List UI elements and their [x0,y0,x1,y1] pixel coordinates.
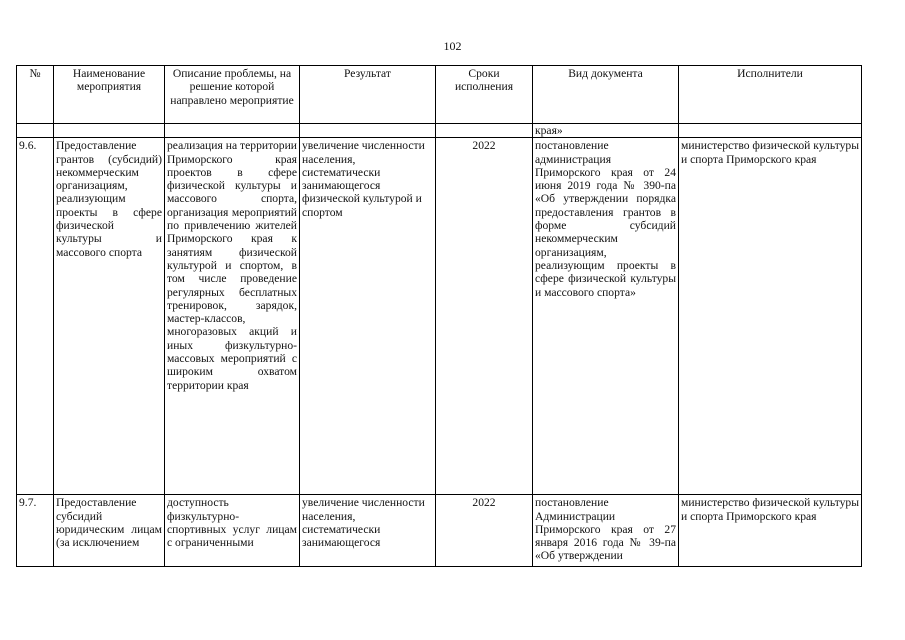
measures-table [16,65,862,567]
header-number: № [17,66,54,124]
cont-number [17,124,54,138]
header-result: Результат [300,66,436,124]
row-number: 9.7. [17,495,54,567]
page-number: 102 [443,39,462,53]
page-bottom-margin [0,580,905,640]
row-executors: министерство физической культуры и спорта Приморского края [679,138,862,495]
row-document: постановление администрация Приморского края от 24 июня 2019 года № 390-па «Об утверждении порядка предоставления грантов в форме субсидий некоммерческим организациям, реализующим проекты в сфере физической культуры и массового спорта» [533,138,679,495]
row-deadline: 2022 [436,138,533,495]
header-document: Вид документа [533,66,679,124]
header-name: Наименование мероприятия [54,66,165,124]
continuation-row [17,124,862,138]
cont-document: края» [533,124,679,138]
cont-deadline [436,124,533,138]
row-result: увеличение численности населения, систематически занимающегося [300,495,436,567]
row-document: постановление Администрации Приморского края от 27 января 2016 года № 39-па «Об утверждении [533,495,679,567]
cont-result [300,124,436,138]
row-name: Предоставление грантов (субсидий) некоммерческим организациям, реализующим проекты в сфере физической культуры и массового спорта [54,138,165,495]
row-deadline: 2022 [436,495,533,567]
cont-description [165,124,300,138]
cont-executors [679,124,862,138]
row-description: доступность физкультурно-спортивных услуг лицам с ограниченными [165,495,300,567]
row-name: Предоставление субсидий юридическим лицам (за исключением [54,495,165,567]
row-description: реализация на территории Приморского края проектов в сфере физической культуры и массового спорта, организация мероприятий по привлечению жителей Приморского края к занятиям физической культурой и спортом, в том числе проведение регулярных бесплатных тренировок, зарядок, мастер-классов, многоразовых акций и иных физкультурно-массовых мероприятий с широким охватом территории края [165,138,300,495]
table-row [17,495,862,567]
row-number: 9.6. [17,138,54,495]
cont-name [54,124,165,138]
header-deadline: Сроки исполнения [436,66,533,124]
header-description: Описание проблемы, на решение которой направлено мероприятие [165,66,300,124]
row-executors: министерство физической культуры и спорта Приморского края [679,495,862,567]
table-row [17,138,862,495]
header-executors: Исполнители [679,66,862,124]
row-result: увеличение численности населения, систематически занимающегося физической культурой и спортом [300,138,436,495]
table-header-row [17,66,862,124]
